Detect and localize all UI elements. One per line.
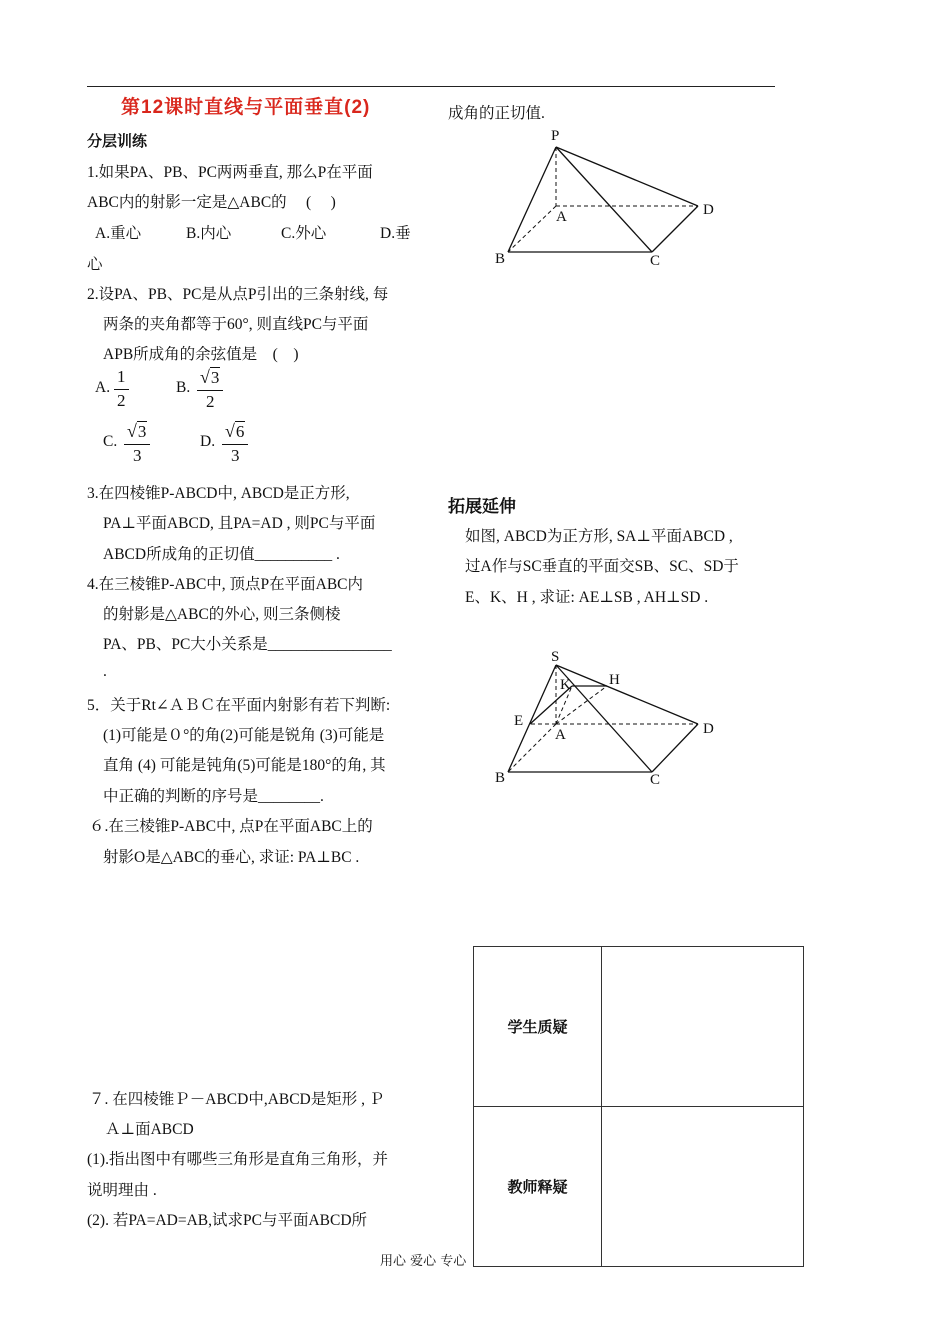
q7-line3: (1).指出图中有哪些三角形是直角三角形，并 [87, 1151, 388, 1168]
radicand: 3 [137, 422, 147, 441]
q2-option-b-fraction [197, 366, 223, 413]
q2-option-a-fraction [114, 366, 129, 412]
section-extend-heading: 拓展延伸 [448, 497, 516, 516]
qa-row-student [474, 947, 804, 1107]
edge-CD [652, 724, 698, 772]
extend-line1: 如图, ABCD为正方形, SA⊥平面ABCD , [465, 528, 733, 545]
q5-line3: 直角 (4) 可能是钝角(5)可能是180°的角, 其 [103, 757, 386, 774]
pyramid-figure-2 [480, 640, 730, 795]
q7-line4: 说明理由 . [87, 1182, 157, 1199]
q1-option-a: A.重心 [95, 225, 142, 242]
edge-PC [556, 147, 652, 252]
label-C: C [650, 772, 661, 788]
label-C: C [650, 253, 661, 269]
label-B: B [495, 770, 506, 786]
q7-line1: ７. 在四棱锥Ｐ－ABCD中,ABCD是矩形 , Ｐ [89, 1091, 385, 1108]
fraction-numerator: 1 [114, 366, 129, 390]
q4-line1: 4.在三棱锥P-ABC中, 顶点P在平面ABC内 [87, 576, 364, 593]
pyramid-figure-1 [480, 120, 730, 280]
q5-line4: 中正确的判断的序号是________. [103, 788, 324, 805]
q2-option-a-label: A. [95, 379, 111, 396]
q4-line3: PA、PB、PC大小关系是________________ [103, 636, 392, 653]
q2-option-b-label: B. [176, 379, 191, 396]
q3-line3: ABCD所成角的正切值__________ . [103, 546, 340, 563]
teacher-answer-label: 教师释疑 [474, 1107, 602, 1267]
q7-line5: (2). 若PA=AD=AB,试求PC与平面ABCD所 [87, 1212, 368, 1229]
label-S: S [551, 649, 560, 665]
q7-line2: Ａ⊥面ABCD [105, 1121, 194, 1138]
student-question-cell[interactable] [602, 947, 804, 1107]
q4-line2: 的射影是△ABC的外心, 则三条侧棱 [103, 606, 341, 623]
student-question-label: 学生质疑 [474, 947, 602, 1107]
q1-option-d-wrap: 心 [87, 256, 103, 273]
right-column-continuation: 成角的正切值. [448, 105, 545, 122]
edge-CD [652, 206, 698, 252]
q1-line1: 1.如果PA、PB、PC两两垂直, 那么P在平面 [87, 164, 373, 181]
qa-table [473, 946, 804, 1267]
label-E: E [514, 713, 524, 729]
teacher-answer-cell[interactable] [602, 1107, 804, 1267]
fraction-denominator: 2 [205, 392, 215, 411]
section-layered-heading: 分层训练 [87, 133, 148, 150]
q1-line2: ABC内的射影一定是△ABC的 ( ) [87, 194, 336, 211]
edge-AB-hidden [508, 724, 556, 772]
q2-option-d-fraction [222, 420, 248, 467]
qa-row-teacher [474, 1107, 804, 1267]
label-A: A [555, 727, 566, 743]
label-D: D [703, 721, 714, 737]
edge-PB [508, 147, 556, 252]
edge-SD [556, 665, 698, 724]
q2-line1: 2.设PA、PB、PC是从点P引出的三条射线, 每 [87, 286, 389, 303]
label-D: D [703, 202, 714, 218]
q2-option-d-label: D. [200, 433, 216, 450]
label-B: B [495, 251, 506, 267]
q6-line1: ６.在三棱锥P-ABC中, 点P在平面ABC上的 [89, 818, 373, 835]
fraction-denominator: 3 [230, 446, 240, 465]
q5-line1: 5．关于Rt∠ＡＢＣ在平面内射影有若下判断: [87, 697, 391, 714]
q5-line2: (1)可能是０°的角(2)可能是锐角 (3)可能是 [103, 727, 385, 744]
q4-line4: . [103, 663, 107, 680]
sqrt-sign: √ [225, 421, 235, 441]
radicand: 3 [210, 368, 220, 387]
q3-line1: 3.在四棱锥P-ABCD中, ABCD是正方形, [87, 485, 350, 502]
header-rule [87, 86, 775, 87]
edge-AB-hidden [508, 206, 556, 252]
q3-line2: PA⊥平面ABCD, 且PA=AD , 则PC与平面 [103, 515, 376, 532]
label-K: K [560, 677, 571, 693]
q2-line3: APB所成角的余弦值是 ( ) [103, 346, 299, 363]
extend-line3: E、K、H , 求证: AE⊥SB , AH⊥SD . [465, 589, 709, 606]
radicand: 6 [235, 422, 245, 441]
q6-line2: 射影O是△ABC的垂心, 求证: PA⊥BC . [103, 849, 360, 866]
sqrt-sign: √ [127, 421, 137, 441]
q1-option-b: B.内心 [186, 225, 232, 242]
fraction-denominator: 3 [132, 446, 142, 465]
sqrt-sign: √ [200, 367, 210, 387]
label-P: P [551, 128, 560, 144]
q2-line2: 两条的夹角都等于60°, 则直线PC与平面 [103, 316, 369, 333]
fraction-denominator: 2 [117, 391, 126, 410]
page-title: 第12课时直线与平面垂直(2) [121, 97, 371, 118]
label-A: A [556, 209, 567, 225]
q1-option-d: D.垂 [380, 225, 411, 242]
q1-option-c: C.外心 [281, 225, 327, 242]
q2-option-c-label: C. [103, 433, 118, 450]
edge-PD [556, 147, 698, 206]
footer-text: 用心 爱心 专心 [380, 1254, 467, 1269]
q2-option-c-fraction [124, 420, 150, 467]
extend-line2: 过A作与SC垂直的平面交SB、SC、SD于 [465, 558, 739, 575]
label-H: H [609, 672, 620, 688]
